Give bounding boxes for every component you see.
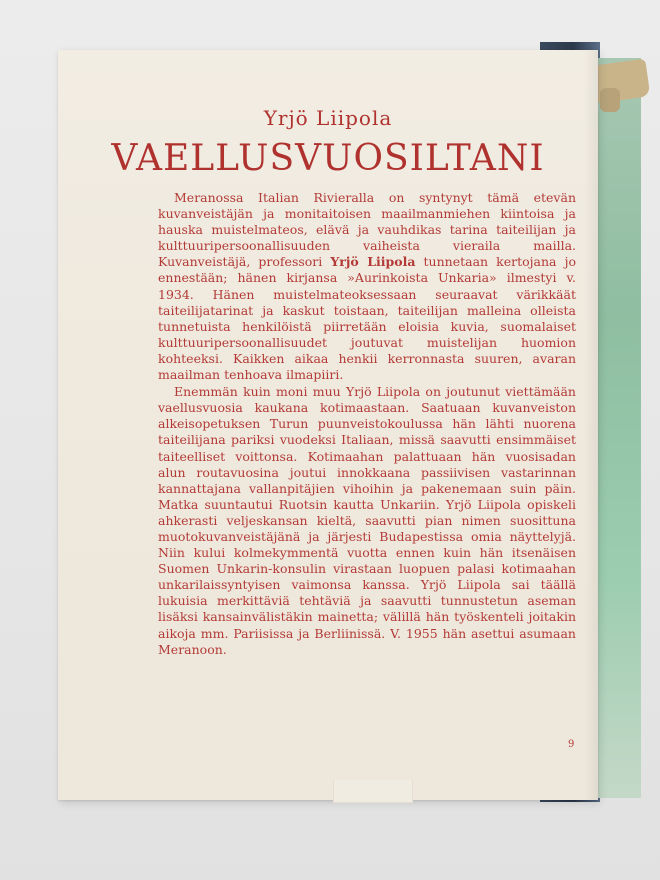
torn-jacket-piece	[600, 88, 620, 112]
page-number: 9	[568, 739, 575, 750]
author-name: Yrjö Liipola	[263, 106, 393, 130]
book-spine	[596, 58, 641, 798]
book-title: VAELLUSVUOSILTANI	[111, 138, 545, 179]
dust-jacket-back	[58, 50, 598, 800]
blurb-paragraph-1: Meranossa Italian Rivieralla on syntynyt tämä etevän kuvanveistäjän ja monitaitoisen maailmanmiehen kiintoisa ja hauska muistelmateos, elävä ja vauhdikas tarina taiteilijan ja kulttuuripersoonallisuuden vaiheista vieraila mailla. Kuvanveistäjä, professori Yrjö Liipola tunnetaan kertojana jo ennestään; hänen kirjansa »Aurinkoista Unkaria» ilmestyi v. 1934. Hänen muistelmateoksessaan seuraavat värikkäät taiteilijatarinat ja kaskut toistaan, taiteilijan malleina olleista tunnetuista henkilöistä piirretään eloisia kuvia, suomalaiset kulttuuripersoonallisuudet joutuvat muistelijan huomion kohteeksi. Kaikken aikaa henkii kerronnasta suuren, avaran maailman tenhoava ilmapiiri.	[158, 190, 576, 383]
author-name-bold: Yrjö Liipola	[330, 254, 416, 270]
blurb-paragraph-2: Enemmän kuin moni muu Yrjö Liipola on joutunut viettämään vaellusvuosia kaukana kotimaastaan. Saatuaan kuvanveiston alkeisopetuksen Turun puunveistokoulussa hän lähti nuorena taiteilijana pariksi vuodeksi Italiaan, missä saavutti ensimmäiset taiteelliset voittonsa. Kotimaahan palattuaan hän vuosisadan alun routavuosina joutui innokkaana passiivisen vastarinnan kannattajana vallanpitäjien vihoihin ja pakenemaan suin päin. Matka suuntautui Ruotsin kautta Unkariin. Yrjö Liipola opiskeli ahkerasti veljeskansan kieltä, saavutti pian nimen suosittuna muotokuvanveistäjänä ja järjesti Budapestissa omia näyttelyjä. Niin kului kolmekymmentä vuotta ennen kuin hän itsenäisen Suomen Unkarin-konsulin virastaan luopuen palasi kotimaahan unkarilaissyntyisen vaimonsa kanssa. Yrjö Liipola sai täällä lukuisia merkittäviä tehtäviä ja saavutti tunnustetun aseman lisäksi kansainvälistäkin mainetta; välillä hän työskenteli joitakin aikoja mm. Pariisissa ja Berliinissä. V. 1955 hän asettui asumaan Meranoon.	[158, 384, 576, 657]
blurb-text	[158, 190, 576, 658]
jacket-bottom-tab	[333, 780, 413, 803]
